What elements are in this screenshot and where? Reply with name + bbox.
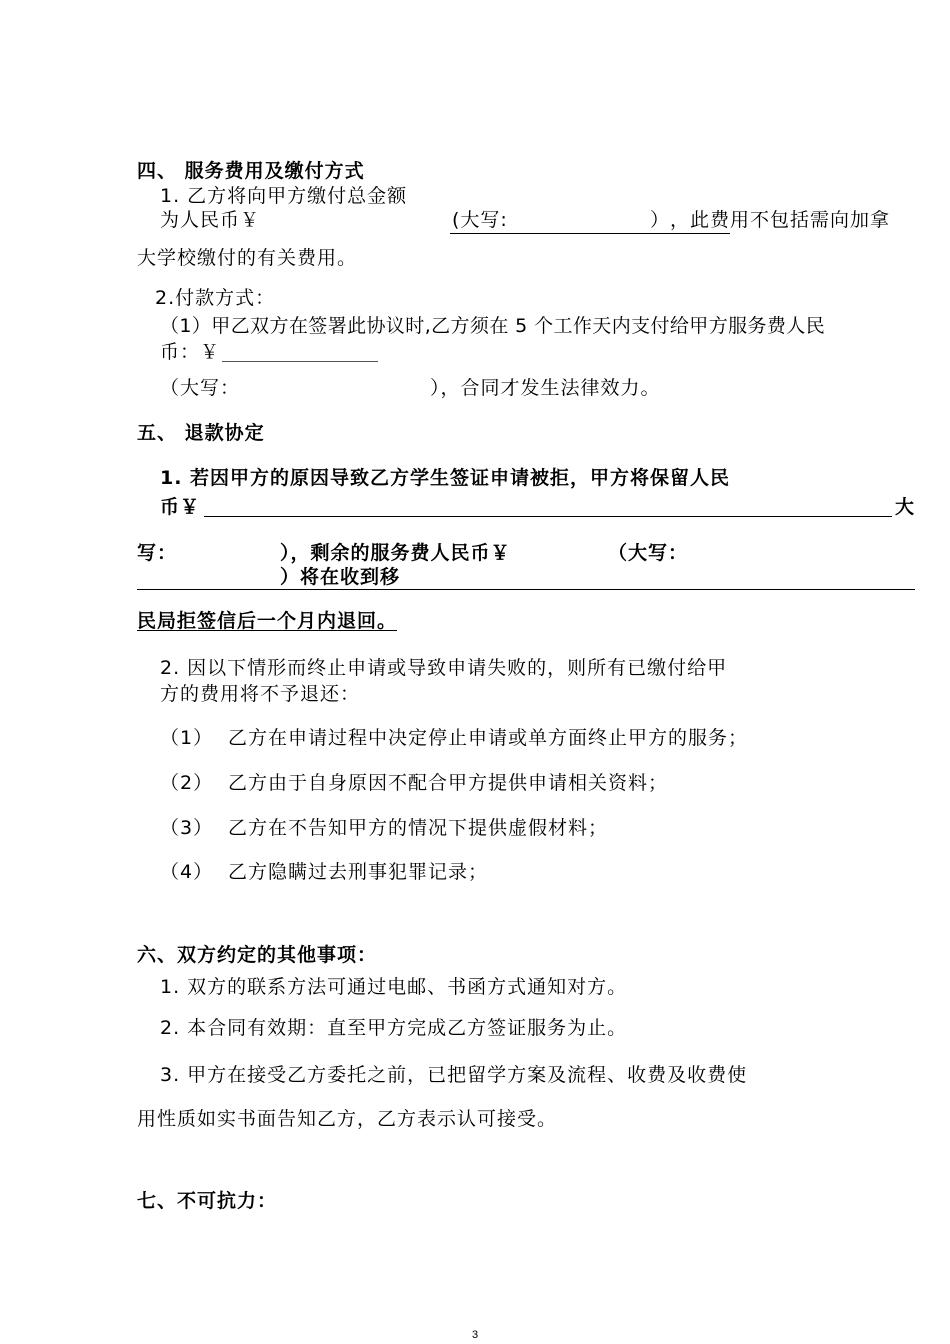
section5-heading: 五、 退款协定 — [137, 422, 265, 444]
section6-heading: 六、双方约定的其他事项： — [137, 944, 378, 966]
section4-item1-line3: 大学校缴付的有关费用。 — [137, 247, 358, 269]
case-1-text: 乙方在申请过程中决定停止申请或单方面终止甲方的服务； — [228, 727, 749, 749]
section5-item1-line1: 1. 若因甲方的原因导致乙方学生签证申请被拒，甲方将保留人民 — [160, 467, 731, 489]
payment-p1-line3a: （大写： — [160, 377, 241, 399]
section4-item1-line2b: (大写: — [452, 209, 508, 231]
section4-item1-line2a: 为人民币￥ — [160, 209, 261, 231]
section5-item2-line1: 2. 因以下情形而终止申请或导致申请失败的，则所有已缴付给甲 — [160, 657, 728, 679]
payment-p1-line1: （1）甲乙双方在签署此协议时,乙方须在 5 个工作天内支付给甲方服务费人民 — [160, 315, 826, 337]
section4-heading: 四、 服务费用及缴付方式 — [137, 160, 365, 182]
payment-method-title: 2.付款方式： — [155, 287, 276, 309]
section5-item1-line2a: 币￥ — [160, 496, 201, 518]
payment-amount-blank — [222, 361, 378, 362]
section5-item1-line5: 民局拒签信后一个月内退回。 — [137, 610, 398, 632]
case-1-num: （1） — [160, 727, 214, 749]
section6-item1: 1. 双方的联系方法可通过电邮、书函方式通知对方。 — [160, 976, 628, 998]
case-4-num: （4） — [160, 861, 214, 883]
section7-heading: 七、不可抗力： — [137, 1190, 278, 1212]
case-2-num: （2） — [160, 772, 214, 794]
amount-underline — [450, 233, 730, 234]
section6-item3-line1: 3. 甲方在接受乙方委托之前，已把留学方案及流程、收费及收费使 — [160, 1064, 748, 1086]
section5-item1-line3b: ），剩余的服务费人民币￥ — [280, 542, 511, 564]
payment-p1-line2: 币：￥ — [160, 341, 221, 363]
section4-item1-line2c: ） — [650, 209, 671, 231]
case-3-num: （3） — [160, 817, 214, 839]
section5-item1-line4: ）将在收到移 — [280, 566, 401, 588]
section5-item2-line2: 方的费用将不予退还： — [160, 683, 361, 705]
refund-amount-underline — [204, 516, 892, 517]
payment-p1-line3b: ），合同才发生法律效力。 — [430, 377, 661, 399]
refund-line-underline — [137, 589, 915, 590]
section4-item1-line2d: ，此费用不包括需向加拿 — [670, 209, 891, 231]
page-number: 3 — [472, 1329, 479, 1341]
section6-item2: 2. 本合同有效期：直至甲方完成乙方签证服务为止。 — [160, 1017, 628, 1039]
section5-item1-line3c: （大写： — [608, 542, 689, 564]
section6-item3-line2: 用性质如实书面告知乙方，乙方表示认可接受。 — [137, 1108, 558, 1130]
case-2-text: 乙方由于自身原因不配合甲方提供申请相关资料； — [228, 772, 669, 794]
case-4-text: 乙方隐瞒过去刑事犯罪记录； — [228, 861, 489, 883]
section4-item1-line1: 1. 乙方将向甲方缴付总金额 — [160, 185, 408, 207]
section5-item1-line3a: 写： — [137, 542, 178, 564]
section5-item1-line2b: 大 — [895, 496, 916, 518]
case-3-text: 乙方在不告知甲方的情况下提供虚假材料； — [228, 817, 609, 839]
